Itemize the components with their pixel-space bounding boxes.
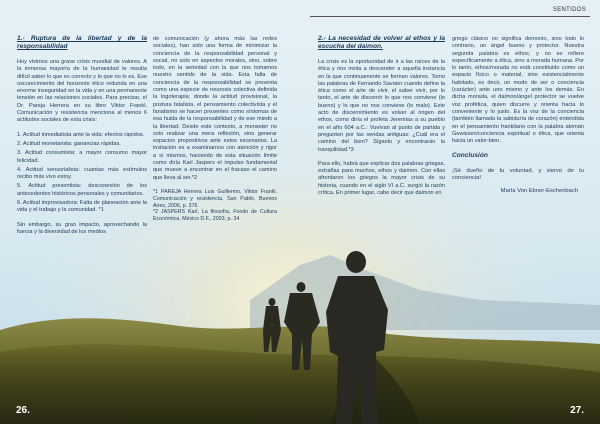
paragraph: Hoy vivimos una grave crisis mundial de valores. A la inmensa mayoría de la humanidad le resulta difícil saber lo que es correcto y lo que no lo es. Ese oscurecimiento del horizonte ético redunda en una enorme inseguridad en la vida y en una permanente tensión en las relaciones sociales. Para precisar, el Dr. Pareja Herrera en su libro Viktor Frankl. Comunicación y resistencia menciona al menos 6 actitudes sociales de esta crisis:	[17, 59, 147, 124]
heading-2: 2.- La necesidad de volver al ethos y la escucha del daimon.	[318, 35, 445, 50]
list-item: 5. Actitud presentista: desconexión de los antecedentes históricos personales y comunitarios.	[17, 183, 147, 197]
list-item: 3. Actitud consumista: a mayor consumo mayor felicidad.	[17, 150, 147, 164]
conclusion-heading: Conclusión	[452, 152, 488, 160]
closing-quote: ¡Sé dueño de tu voluntad, y siervo de tu conciencia!	[452, 167, 584, 182]
section-label: SENTIDOS	[552, 7, 586, 13]
page-number-left: 26.	[16, 405, 30, 416]
heading-1: 1.- Ruptura de la libertad y de la responsabilidad	[17, 35, 147, 50]
quote-author: María Von Ebner-Eschenbach	[500, 188, 578, 195]
list-item: 2. Actitud monetarista: ganancias rápidas.	[17, 140, 121, 147]
column-3	[318, 35, 445, 204]
list-item: 1. Actitud inmediatista ante la vida: efectos rápidos.	[17, 131, 145, 138]
paragraph: La crisis es la oportunidad de ir a las raíces de la ética y nos invita a descender a aquella instancia en la que continuamente se forman valores. Tomo las palabras de Fernando Savater cuando define la ética como el arte de vivir, el saber vivir, por lo tanto, el arte de discernir lo que nos conviene (lo bueno) y lo que no nos conviene (lo malo). Este acto de discernimiento es volver al origen del ethos, como diría el profeta Jeremías a su pueblo en el año 604 a.C.: Vuelvan al punto de partida y pregunten por las sendas antiguas: ¿Cuál era el camino del bien? Síganlo y encontrarán la tranquilidad.*3	[318, 59, 445, 153]
column-4	[452, 36, 584, 196]
footnote: *1 PAREJA Herrera Luis Guillermo, Viktor Frankl. Comunicación y resistencia, San Pablo, Buenos Aires, 2006, p. 376	[153, 188, 277, 209]
list-item: 6. Actitud improvisadora: Falta de planeación ante la vida y el trabajo y la comunidad. *1	[17, 200, 147, 214]
column-2	[153, 36, 277, 230]
column-1	[17, 35, 147, 243]
paragraph: griego clásico no significa demonio, sino todo lo contrario, un ángel bueno y protector. Nuestra segunda palabra es ethos, y no se refiere específicamente a ética, sino a morada humana. Por lo tanto, ethos/morada no está constituido como un espacio físico o material, sino existencialmente habitado, es decir, un modo de ser o conciencia (carácter) ante uno mismo y ante los demás. En dicha morada, el daimon/ángel protector se vuelve voz profética, quien discurre y orienta hacia lo conveniente y lo justo. Es la voz de la conciencia (también llamada la sabiduría de corazón) entendida en el pensamiento frankliano con la palabra alemán Gewissen/conciencia espiritual o ética, que orienta hacia un valor-bien.	[452, 36, 584, 145]
paragraph: Sin embargo, su gran impacto, aprovechando la fuerza y la diversidad de los medios	[17, 221, 147, 235]
page-number-right: 27.	[570, 405, 584, 416]
paragraph: Para ello, habrá que explicar dos palabras griegas, extrañas para muchos, ethos y daimon. Con ellas afrontaron los griegos la mayor crisis de su historia, cuando en el siglo VI a.C. surgió la razón crítica. En primer lugar, cabe decir que daimon en	[318, 160, 445, 197]
list-item: 4. Actitud sensorialista: cuantas más estímulos recibo más vivo estoy.	[17, 166, 147, 181]
header-rule	[310, 16, 590, 17]
footnote: *2 JASPERS Karl, La filosofía, Fondo de Cultura Económica, México D.F., 2003, p. 34	[153, 209, 277, 223]
paragraph: de comunicación (y ahora más las redes sociales), han sido una forma de minimizar la conciencia de la responsabilidad personal y social, no solo en aspectos morales, sino, sobre todo, en la seriedad con la que nos tomamos nuestro sentido de la vida. Esta falta de conciencia de la responsabilidad se presenta como una especie de neurosis colectiva definida la logoterapia; donde la actitud provisional, la postura fatalista, el pensamiento colectivista y el fanatismo se hacen presentes como síntomas de esa huida de la responsabilidad y de ese miedo a la libertad. Desde este contexto, a menester no solo realizar una mera reflexión, sino generar espacios propositivos ante estos escenarios. La invitación es a examinarnos con atención y rigor a sí mismos, haciendo de esta situación límite como diría Karl Jaspers el impulso fundamental que mueve a encontrar en el fracaso el camino que lleva al ser.*2	[153, 36, 277, 181]
attitude-list	[17, 132, 147, 215]
